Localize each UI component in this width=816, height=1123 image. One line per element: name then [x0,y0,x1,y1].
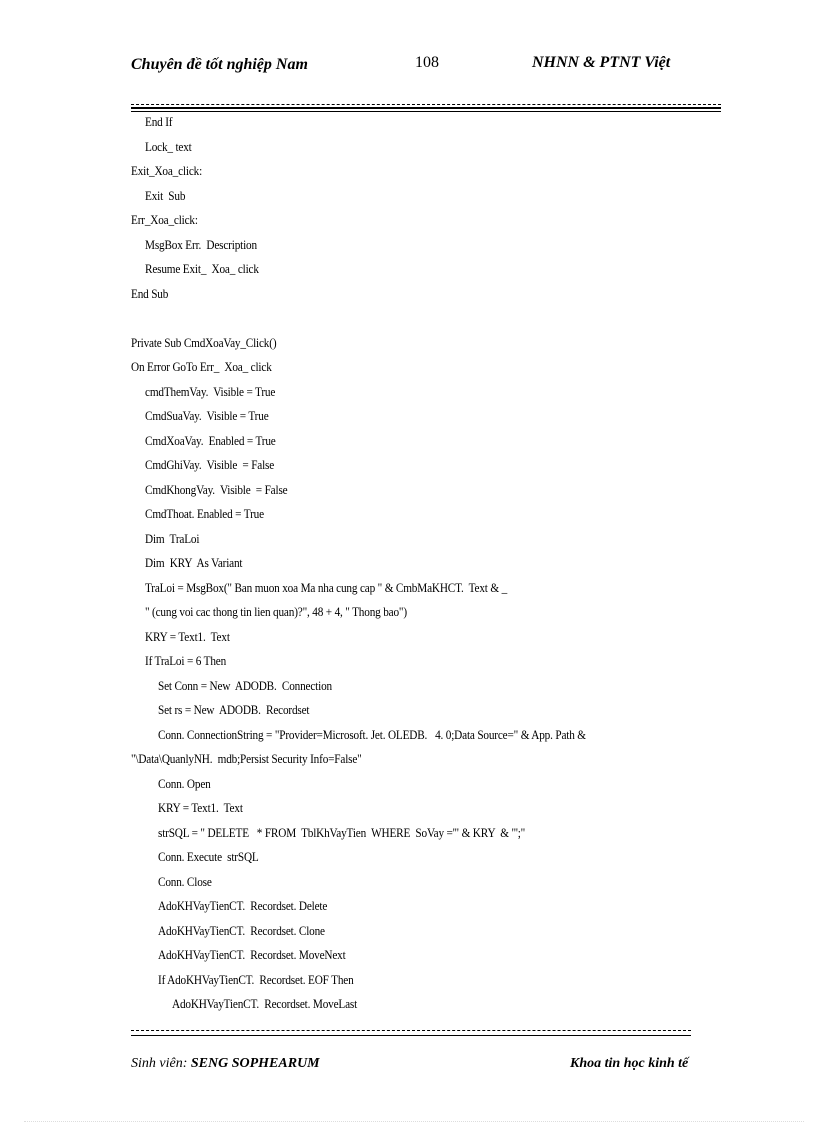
code-line: cmdThemVay. Visible = True [145,384,276,399]
code-line: End If [145,115,173,129]
header-thin-rule [131,111,721,112]
code-line: End Sub [131,286,169,301]
code-line: Conn. Open [158,776,211,791]
code-line: On Error GoTo Err_ Xoa_ click [131,360,272,374]
code-line: KRY = Text1. Text [145,629,230,644]
code-line: MsgBox Err. Description [145,237,257,252]
code-line: TraLoi = MsgBox(" Ban muon xoa Ma nha cung cap " & CmbMaKHCT. Text & _ [145,580,508,595]
code-line: If AdoKHVayTienCT. Recordset. EOF Then [158,972,354,987]
code-line: If TraLoi = 6 Then [145,654,227,668]
code-line: KRY = Text1. Text [158,801,243,815]
code-line: Lock_ text [145,139,192,154]
footer-student-name: SENG SOPHEARUM [190,1056,320,1071]
page-number: 108 [415,54,439,71]
footer-solid-rule [131,1035,691,1036]
code-line: Resume Exit_ Xoa_ click [145,262,259,276]
code-line: strSQL = " DELETE * FROM TblKhVayTien WHERE SoVay ='" & KRY & "';" [158,825,526,840]
code-line: CmdThoat. Enabled = True [145,507,264,521]
code-line: CmdKhongVay. Visible = False [145,482,288,497]
code-line: Exit Sub [145,188,186,203]
header-right-title: NHNN & PTNT Việt [532,54,671,71]
code-line: AdoKHVayTienCT. Recordset. Clone [158,923,325,938]
code-line: Conn. Execute strSQL [158,850,259,864]
page-bottom-dotted-line [24,1121,804,1122]
header-solid-rule [131,107,721,109]
code-line: Private Sub CmdXoaVay_Click() [131,335,277,350]
header-dashed-rule [131,104,721,105]
code-line: Dim KRY As Variant [145,556,243,570]
code-line: Set Conn = New ADODB. Connection [158,678,332,693]
footer-student [131,1056,320,1072]
code-line: Err_Xoa_click: [131,213,198,227]
code-line: CmdXoaVay. Enabled = True [145,433,276,448]
code-line: Conn. Close [158,874,212,889]
code-line: " (cung voi cac thong tin lien quan)?", 48 + 4, " Thong bao") [145,605,407,619]
footer-dashed-rule [131,1030,691,1031]
code-line: CmdSuaVay. Visible = True [145,409,269,423]
code-line: AdoKHVayTienCT. Recordset. MoveLast [172,997,358,1011]
header-left-title: Chuyên đề tốt nghiệp Nam [131,56,308,73]
code-line: Dim TraLoi [145,531,200,546]
footer-faculty: Khoa tin học kinh tế [570,1056,689,1071]
code-line: Exit_Xoa_click: [131,164,203,178]
code-line: "\Data\QuanlyNH. mdb;Persist Security Info=False" [131,752,362,766]
code-line: Conn. ConnectionString = "Provider=Microsoft. Jet. OLEDB. 4. 0;Data Source=" & App. Path & [158,727,586,742]
code-line: Set rs = New ADODB. Recordset [158,703,310,717]
code-line: AdoKHVayTienCT. Recordset. MoveNext [158,948,346,962]
code-line: CmdGhiVay. Visible = False [145,458,275,472]
footer-student-label: Sinh viên: [131,1056,191,1071]
code-line: AdoKHVayTienCT. Recordset. Delete [158,899,328,913]
